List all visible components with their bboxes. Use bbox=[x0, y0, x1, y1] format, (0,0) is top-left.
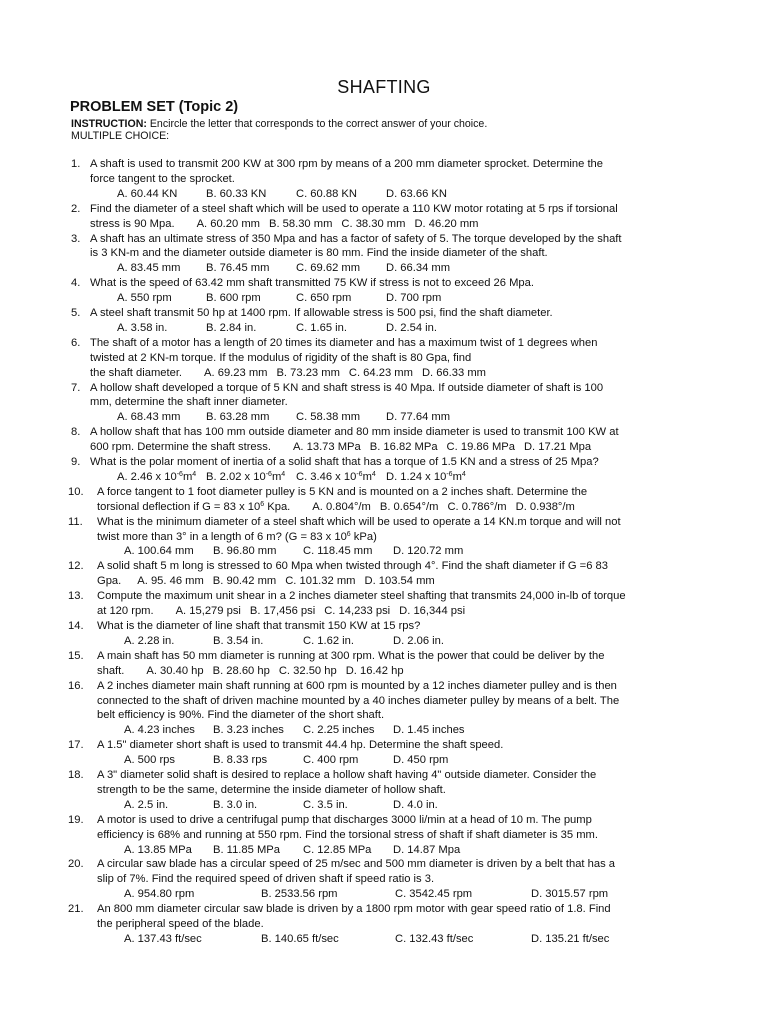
question-item bbox=[68, 902, 711, 947]
answer-option[interactable]: D. 2.06 in. bbox=[393, 634, 444, 647]
question-text: A shaft is used to transmit 200 KW at 300 rpm by means of a 200 mm diameter sprocket. Determine the bbox=[90, 158, 603, 170]
answer-option[interactable]: A. 68.43 mm bbox=[117, 411, 181, 424]
question-text bbox=[97, 500, 711, 515]
answer-options bbox=[90, 321, 711, 336]
question-item bbox=[68, 649, 711, 679]
question-number: 2. bbox=[71, 202, 81, 215]
answer-option[interactable]: D. 700 rpm bbox=[386, 292, 442, 305]
answer-option[interactable]: A. 2.5 in. bbox=[124, 798, 169, 811]
answer-option[interactable]: D. 17.21 Mpa bbox=[523, 441, 592, 454]
question-item bbox=[68, 857, 711, 902]
instruction-label: INSTRUCTION: bbox=[71, 118, 147, 130]
answer-options bbox=[90, 291, 711, 306]
answer-option[interactable]: C. 19.86 MPa bbox=[446, 441, 515, 454]
answer-option[interactable]: B. 73.23 mm bbox=[276, 366, 340, 379]
answer-option[interactable]: B. 8.33 rps bbox=[213, 754, 268, 767]
answer-option[interactable]: A. 500 rps bbox=[124, 754, 175, 767]
question-number: 16. bbox=[68, 679, 84, 692]
answer-option[interactable]: C. 69.62 mm bbox=[296, 262, 361, 275]
answer-options bbox=[97, 634, 711, 649]
question-text-tail: the shaft diameter. bbox=[90, 366, 183, 379]
instruction-text: Encircle the letter that corresponds to the correct answer of your choice. bbox=[146, 118, 488, 130]
answer-option[interactable]: D. 14.87 Mpa bbox=[393, 843, 461, 856]
problem-set-heading: PROBLEM SET (Topic 2) bbox=[70, 99, 239, 115]
question-number: 6. bbox=[71, 336, 81, 349]
question-number: 15. bbox=[68, 649, 84, 662]
question-text: mm, determine the shaft inner diameter. bbox=[90, 396, 288, 409]
question-item bbox=[71, 306, 711, 336]
question-item bbox=[68, 485, 711, 515]
answer-option[interactable]: C. 0.786°/m bbox=[447, 500, 507, 513]
question-text: A circular saw blade has a circular speed of 25 m/sec and 500 mm diameter is driven by a belt that has a bbox=[97, 858, 615, 871]
question-item bbox=[68, 619, 711, 649]
answer-option[interactable]: D. 0.938°/m bbox=[515, 500, 575, 513]
answer-options bbox=[97, 753, 711, 768]
question-text: A hollow shaft developed a torque of 5 KN and shaft stress is 40 Mpa. If outside diameter of shaft is 100 bbox=[90, 381, 604, 394]
answer-option[interactable]: D. 3015.57 rpm bbox=[531, 888, 609, 901]
question-number: 19. bbox=[68, 813, 84, 826]
answer-option[interactable]: A. 60.44 KN bbox=[117, 187, 178, 200]
question-text: A shaft has an ultimate stress of 350 Mpa and has a factor of safety of 5. The torque developed by the shaft bbox=[90, 232, 622, 245]
question-number: 14. bbox=[68, 619, 84, 632]
question-number: 17. bbox=[68, 739, 84, 752]
answer-option[interactable]: D. 450 rpm bbox=[393, 754, 449, 767]
answer-option[interactable]: B. 3.23 inches bbox=[213, 724, 284, 737]
question-text: connected to the shaft of driven machine mounted by a 40 inches diameter pulley by means of a belt. The bbox=[97, 694, 620, 707]
question-item bbox=[68, 515, 711, 560]
answer-option[interactable]: A. 30.40 hp bbox=[146, 664, 204, 677]
answer-option[interactable]: B. 3.54 in. bbox=[213, 634, 264, 647]
question-text: strength to be the same, determine the inside diameter of hollow shaft. bbox=[97, 783, 446, 796]
question-text-tail: 600 rpm. Determine the shaft stress. bbox=[90, 441, 271, 454]
question-item bbox=[68, 679, 711, 739]
question-number: 13. bbox=[68, 590, 84, 603]
answer-option[interactable]: A. 69.23 mm bbox=[204, 366, 268, 379]
question-text: the peripheral speed of the blade. bbox=[97, 918, 264, 931]
answer-option[interactable]: C. 1.62 in. bbox=[303, 634, 354, 647]
answer-option[interactable]: C. 101.32 mm bbox=[285, 575, 356, 588]
answer-option[interactable]: D. 77.64 mm bbox=[386, 411, 451, 424]
question-text: A force tangent to 1 foot diameter pulley is 5 KN and is mounted on a 2 inches shaft. Determine the bbox=[97, 485, 588, 498]
answer-option[interactable]: A. 95. 46 mm bbox=[137, 575, 204, 588]
answer-option[interactable]: D. 2.54 in. bbox=[386, 321, 437, 334]
question-item bbox=[71, 336, 711, 381]
answer-option[interactable]: B. 60.33 KN bbox=[206, 187, 267, 200]
question-item bbox=[68, 738, 711, 768]
question-number: 20. bbox=[68, 858, 84, 871]
question-text bbox=[97, 604, 711, 619]
question-number: 8. bbox=[71, 426, 81, 439]
answer-option[interactable]: B. 16.82 MPa bbox=[369, 441, 438, 454]
answer-option[interactable]: B. 28.60 hp bbox=[212, 664, 270, 677]
answer-option[interactable]: B. 90.42 mm bbox=[212, 575, 277, 588]
question-item bbox=[71, 276, 711, 306]
answer-option[interactable]: A. 13.85 MPa bbox=[124, 843, 192, 856]
answer-option[interactable]: A. 550 rpm bbox=[117, 292, 172, 305]
question-text bbox=[90, 440, 711, 455]
question-item bbox=[71, 157, 711, 202]
question-text: A 3" diameter solid shaft is desired to replace a hollow shaft having 4" outside diameter. Consider the bbox=[97, 769, 597, 781]
question-item bbox=[68, 559, 711, 589]
question-number: 9. bbox=[71, 456, 81, 469]
answer-option[interactable]: A. 3.58 in. bbox=[117, 321, 168, 334]
answer-option[interactable]: B. 0.654°/m bbox=[379, 500, 439, 513]
answer-option[interactable]: C. 32.50 hp bbox=[278, 664, 337, 677]
question-text: is 3 KN-m and the diameter outside diameter is 80 mm. Find the inside diameter of the shaft. bbox=[90, 247, 548, 260]
answer-option[interactable]: A. 0.804°/m bbox=[312, 500, 371, 513]
answer-option[interactable]: A. 15,279 psi bbox=[175, 605, 241, 618]
answer-option[interactable]: B. 76.45 mm bbox=[206, 262, 270, 275]
answer-option[interactable]: B. 2.02 x $10^{-6}m^4$ bbox=[206, 470, 286, 483]
answer-option[interactable]: D. 63.66 KN bbox=[386, 187, 447, 200]
question-text: belt efficiency is 90%. Find the diameter of the short shaft. bbox=[97, 709, 385, 722]
answer-option[interactable]: B. 140.65 ft/sec bbox=[261, 932, 339, 945]
question-item bbox=[71, 202, 711, 232]
question-text: efficiency is 68% and running at 550 rpm. Find the torsional stress of shaft if shaft diameter is 35 mm. bbox=[97, 828, 598, 841]
question-item bbox=[71, 232, 711, 277]
answer-option[interactable]: B. 2.84 in. bbox=[206, 321, 257, 334]
answer-option[interactable]: C. 38.30 mm bbox=[341, 217, 406, 230]
answer-option[interactable]: C. 12.85 MPa bbox=[303, 843, 372, 856]
answer-option[interactable]: A. 83.45 mm bbox=[117, 262, 181, 275]
question-text-tail: shaft. bbox=[97, 664, 125, 677]
answer-option[interactable]: C. 60.88 KN bbox=[296, 187, 357, 200]
question-text: What is the polar moment of inertia of a solid shaft that has a torque of 1.5 KN and a stress of 25 Mpa? bbox=[90, 456, 599, 469]
question-text: Find the diameter of a steel shaft which will be used to operate a 110 KW motor rotating at 5 rps if torsional bbox=[90, 202, 618, 215]
answer-option[interactable]: D. 103.54 mm bbox=[364, 575, 435, 588]
question-text-tail: at 120 rpm. bbox=[97, 605, 154, 618]
answer-option[interactable]: A. 60.20 mm bbox=[196, 217, 260, 230]
question-text: twisted at 2 KN-m torque. If the modulus of rigidity of the shaft is 80 Gpa, find bbox=[90, 351, 472, 364]
question-text: A hollow shaft that has 100 mm outside diameter and 80 mm inside diameter is used to transmit 100 KW at bbox=[90, 426, 619, 439]
question-item bbox=[68, 813, 711, 858]
question-text-tail: torsional deflection if G = 83 x $10^6$ Kpa. bbox=[97, 500, 291, 513]
question-number: 11. bbox=[68, 515, 83, 528]
answer-option[interactable]: C. 2.25 inches bbox=[303, 724, 375, 737]
answer-option[interactable]: C. 3542.45 rpm bbox=[395, 888, 473, 901]
question-text: slip of 7%. Find the required speed of driven shaft if speed ratio is 3. bbox=[97, 873, 435, 886]
answer-option[interactable]: B. 2533.56 rpm bbox=[261, 888, 338, 901]
question-text: A 2 inches diameter main shaft running at 600 rpm is mounted by a 12 inches diameter pulley and is then bbox=[97, 679, 617, 692]
multiple-choice-label: MULTIPLE CHOICE: bbox=[71, 130, 170, 142]
question-text: A steel shaft transmit 50 hp at 1400 rpm. If allowable stress is 500 psi, find the shaft diameter. bbox=[90, 307, 553, 320]
answer-options bbox=[97, 798, 711, 813]
question-text: A main shaft has 50 mm diameter is running at 300 rpm. What is the power that could be deliver by the bbox=[97, 649, 605, 662]
question-text: What is the speed of 63.42 mm shaft transmitted 75 KW if stress is not to exceed 26 Mpa. bbox=[90, 277, 534, 290]
question-text: Compute the maximum unit shear in a 2 inches diameter steel shafting that transmits 24,000 in-lb of torque bbox=[97, 590, 626, 603]
answer-option[interactable]: C. 3.46 x $10^{-6}m^4$ bbox=[296, 470, 376, 483]
answer-options bbox=[90, 187, 711, 202]
question-number: 10. bbox=[68, 485, 84, 498]
question-text-tail: Gpa. bbox=[97, 575, 122, 588]
answer-option[interactable]: A. 100.64 mm bbox=[124, 545, 194, 558]
answer-options bbox=[90, 410, 711, 425]
answer-options bbox=[97, 723, 711, 738]
document-title: SHAFTING bbox=[337, 77, 431, 97]
question-number: 5. bbox=[71, 307, 81, 320]
question-list bbox=[68, 157, 711, 947]
question-item bbox=[71, 425, 711, 455]
question-text: An 800 mm diameter circular saw blade is driven by a 1800 rpm motor with gear speed ratio of 1.8. Find bbox=[97, 903, 611, 916]
question-text: What is the diameter of line shaft that transmit 150 KW at 15 rps? bbox=[97, 619, 421, 632]
answer-option[interactable]: C. 650 rpm bbox=[296, 292, 352, 305]
answer-option[interactable]: B. 3.0 in. bbox=[213, 798, 258, 811]
question-number: 3. bbox=[71, 232, 81, 245]
answer-option[interactable]: C. 132.43 ft/sec bbox=[395, 932, 474, 945]
answer-option[interactable]: A. 13.73 MPa bbox=[292, 441, 361, 454]
answer-options bbox=[97, 544, 711, 559]
answer-option[interactable]: D. 4.0 in. bbox=[393, 798, 438, 811]
answer-option[interactable]: B. 11.85 MPa bbox=[213, 843, 280, 856]
answer-option[interactable]: A. 2.46 x $10^{-6}m^4$ bbox=[117, 470, 197, 483]
question-text: twist more than 3° in a length of 6 m? (G = 83 x $10^6$ kPa) bbox=[97, 530, 377, 543]
answer-option[interactable]: D. 120.72 mm bbox=[393, 545, 464, 558]
answer-option[interactable]: B. 63.28 mm bbox=[206, 411, 270, 424]
answer-option[interactable]: C. 3.5 in. bbox=[303, 798, 348, 811]
answer-option[interactable]: B. 600 rpm bbox=[206, 292, 261, 305]
question-item bbox=[71, 381, 711, 426]
question-text-tail: stress is 90 Mpa. bbox=[90, 217, 175, 230]
answer-options bbox=[97, 843, 711, 858]
answer-option[interactable]: D. 46.20 mm bbox=[414, 217, 479, 230]
question-number: 7. bbox=[71, 381, 81, 394]
question-number: 4. bbox=[71, 277, 81, 290]
answer-option[interactable]: B. 58.30 mm bbox=[268, 217, 333, 230]
question-item bbox=[68, 589, 711, 619]
question-number: 12. bbox=[68, 560, 84, 573]
answer-option[interactable]: D. 135.21 ft/sec bbox=[531, 932, 610, 945]
question-text bbox=[90, 366, 711, 381]
question-text: force tangent to the sprocket. bbox=[90, 172, 235, 185]
answer-options bbox=[97, 932, 711, 947]
answer-option[interactable]: A. 954.80 rpm bbox=[124, 888, 195, 901]
answer-options bbox=[97, 887, 711, 902]
question-number: 21. bbox=[68, 903, 84, 916]
answer-options bbox=[90, 470, 711, 485]
answer-option[interactable]: C. 118.45 mm bbox=[303, 545, 373, 558]
answer-option[interactable]: B. 96.80 mm bbox=[213, 545, 277, 558]
question-text: What is the minimum diameter of a steel shaft which will be used to operate a 14 KN.m torque and will not bbox=[97, 515, 621, 528]
answer-option[interactable]: B. 17,456 psi bbox=[249, 605, 316, 618]
question-text: A motor is used to drive a centrifugal pump that discharges 3000 li/min at a head of 10 m. The pump bbox=[97, 813, 592, 826]
answer-option[interactable]: A. 4.23 inches bbox=[124, 724, 195, 737]
answer-option[interactable]: D. 66.34 mm bbox=[386, 262, 451, 275]
answer-option[interactable]: C. 14,233 psi bbox=[324, 605, 391, 618]
answer-option[interactable]: D. 1.45 inches bbox=[393, 724, 465, 737]
answer-option[interactable]: A. 2.28 in. bbox=[124, 634, 175, 647]
answer-option[interactable]: C. 64.23 mm bbox=[348, 366, 413, 379]
answer-option[interactable]: D. 1.24 x $10^{-6}m^4$ bbox=[386, 470, 466, 483]
answer-option[interactable]: A. 137.43 ft/sec bbox=[124, 932, 202, 945]
question-text: A solid shaft 5 m long is stressed to 60 Mpa when twisted through 4°. Find the shaft diameter if G =6 83 bbox=[97, 560, 608, 573]
question-number: 1. bbox=[71, 158, 81, 170]
answer-option[interactable]: D. 16,344 psi bbox=[399, 605, 466, 618]
answer-option[interactable]: C. 1.65 in. bbox=[296, 321, 347, 334]
question-item bbox=[68, 768, 711, 813]
answer-option[interactable]: C. 58.38 mm bbox=[296, 411, 361, 424]
answer-option[interactable]: C. 400 rpm bbox=[303, 754, 359, 767]
question-text bbox=[97, 664, 711, 679]
answer-option[interactable]: D. 16.42 hp bbox=[345, 664, 404, 677]
question-text: The shaft of a motor has a length of 20 times its diameter and has a maximum twist of 1 degrees when bbox=[90, 336, 598, 349]
question-item bbox=[71, 455, 711, 485]
question-number: 18. bbox=[68, 769, 84, 781]
question-text: A 1.5" diameter short shaft is used to transmit 44.4 hp. Determine the shaft speed. bbox=[97, 739, 504, 752]
question-text bbox=[97, 574, 711, 589]
answer-options bbox=[90, 261, 711, 276]
answer-option[interactable]: D. 66.33 mm bbox=[421, 366, 486, 379]
question-text bbox=[90, 217, 711, 232]
